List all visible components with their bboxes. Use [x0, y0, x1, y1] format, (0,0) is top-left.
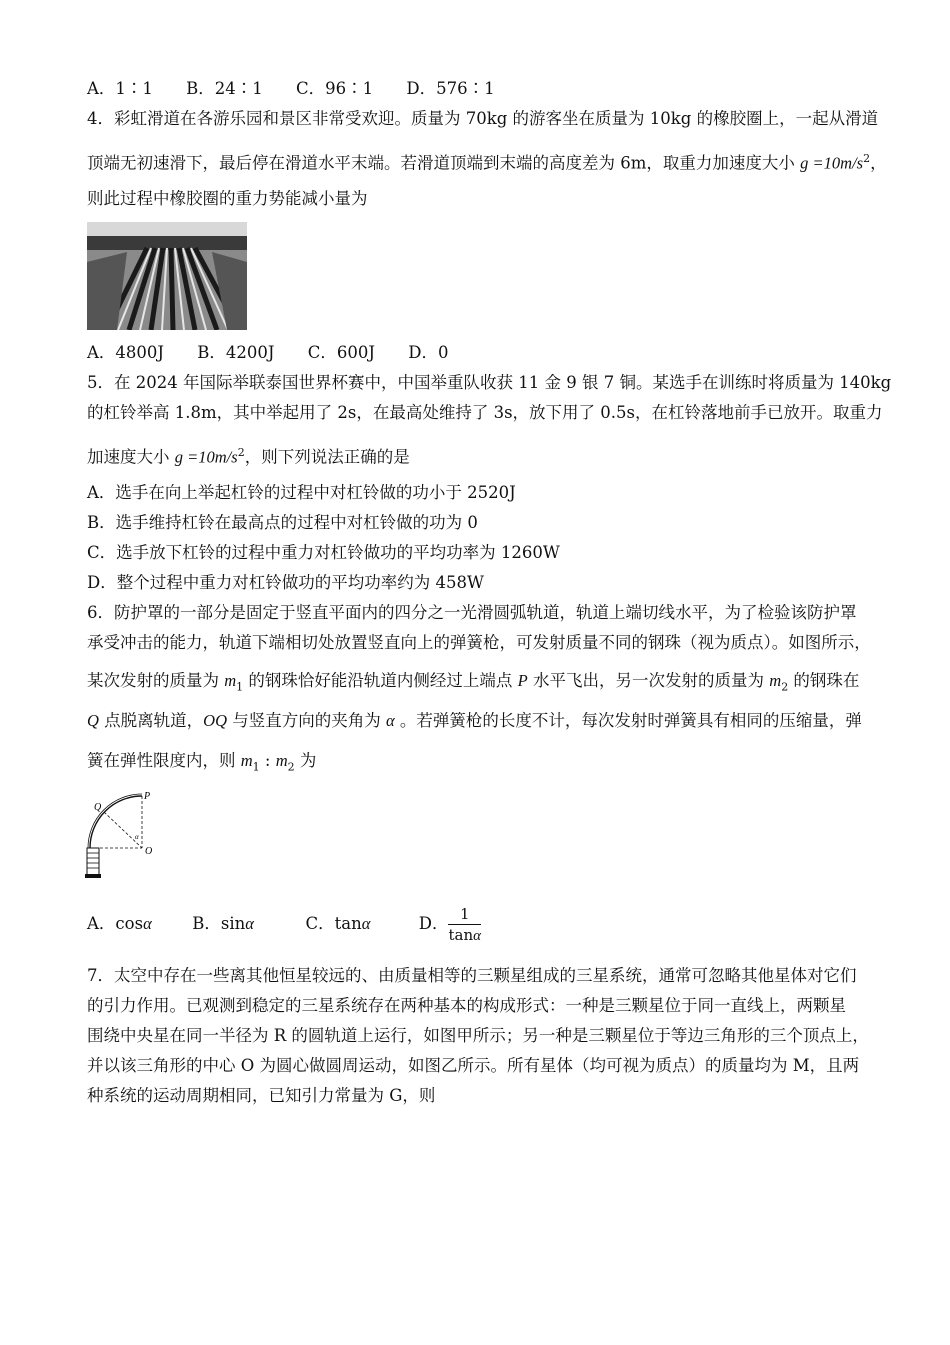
- fraction-denominator: [448, 925, 481, 946]
- q6-option-c: [306, 902, 414, 946]
- q6-line-4c: 。若弹簧枪的长度不计，每次发射时弹簧具有相同的压缩量，弹: [394, 711, 862, 730]
- q6-line-4b: 与竖直方向的夹角为: [227, 711, 387, 730]
- q3-option-c: C．96∶1: [296, 79, 374, 98]
- q3-options: [87, 78, 523, 100]
- q6-option-b: [192, 902, 300, 946]
- q6-m1: m: [224, 671, 237, 690]
- q5-line-3b: ，则下列说法正确的是: [244, 447, 410, 467]
- waterslide-photo: [87, 222, 247, 330]
- q6-line-3d: 的钢珠在: [788, 671, 860, 690]
- q5-g-expr: g =10m/s: [174, 447, 238, 467]
- q6-point-p: P: [517, 671, 528, 690]
- fraction-den-alpha: α: [473, 927, 481, 944]
- q4-line-2b: ，: [870, 153, 887, 173]
- q6-option-b-alpha: α: [245, 914, 254, 933]
- q4-option-b: B．4200J: [197, 343, 275, 362]
- q5-g-exp: 2: [237, 446, 245, 459]
- q5-line-3: [87, 442, 410, 469]
- fig-label-o: O: [145, 846, 153, 857]
- q6-line-3b: 的钢珠恰好能沿轨道内侧经过上端点: [243, 671, 518, 690]
- q6-line-4: [87, 710, 862, 732]
- q6-line-5a: 簧在弹性限度内，则: [87, 751, 241, 770]
- q6-option-d: [419, 902, 481, 946]
- q6-line-3a: 某次发射的质量为: [87, 671, 225, 690]
- q6-m2: m: [769, 671, 782, 690]
- q5-option-a: A．选手在向上举起杠铃的过程中对杠铃做的功小于 2520J: [87, 483, 516, 502]
- q6-oq: OQ: [203, 711, 228, 730]
- q6-line-5: [87, 750, 316, 778]
- q7-line-1: 7．太空中存在一些离其他恒星较远的、由质量相等的三颗星组成的三星系统，通常可忽略其他星体对它们: [87, 966, 857, 985]
- q4-line-2: [87, 148, 887, 175]
- q5-option-d: D．整个过程中重力对杠铃做功的平均功率约为 458W: [87, 573, 484, 592]
- fraction-numerator: 1: [448, 904, 481, 925]
- q6-line-2: 承受冲击的能力，轨道下端相切处放置竖直向上的弹簧枪，可发射质量不同的钢珠（视为质点）。如图所示，: [87, 633, 871, 652]
- q6-line-4a: 点脱离轨道，: [98, 711, 204, 730]
- q6-ratio-sub1: 1: [252, 760, 260, 774]
- q5-line-1: 5．在 2024 年国际举联泰国世界杯赛中，中国举重队收获 11 金 9 银 7 铜。某选手在训练时将质量为 140kg: [87, 373, 892, 392]
- q3-option-d: D．576∶1: [406, 79, 495, 98]
- q6-alpha: α: [386, 711, 395, 730]
- fig-label-p: P: [144, 791, 151, 802]
- q7-line-2: 的引力作用。已观测到稳定的三星系统存在两种基本的构成形式：一种是三颗星位于同一直线上，两颗星: [87, 996, 846, 1015]
- q6-option-a: [87, 902, 187, 946]
- q6-option-d-fraction: [448, 904, 481, 946]
- q7-line-3: 围绕中央星在同一半径为 R 的圆轨道上运行，如图甲所示；另一种是三颗星位于等边三角形的三个顶点上，: [87, 1026, 869, 1045]
- q6-ratio-sep: :: [259, 751, 276, 770]
- fig-label-alpha: α: [135, 833, 139, 841]
- q6-point-q: Q: [87, 711, 99, 730]
- q6-line-5b: 为: [294, 751, 317, 770]
- q6-option-a-alpha: α: [143, 914, 152, 933]
- q6-options: [87, 902, 481, 946]
- q4-option-d: D．0: [408, 343, 449, 362]
- q4-line-3: 则此过程中橡胶圈的重力势能减小量为: [87, 189, 368, 208]
- q6-option-c-alpha: α: [361, 914, 371, 933]
- fig-label-q: Q: [94, 802, 102, 813]
- q6-ratio-m1: m: [240, 751, 253, 770]
- q6-ratio-m2: m: [275, 751, 288, 770]
- q4-line-1: 4．彩虹滑道在各游乐园和景区非常受欢迎。质量为 70kg 的游客坐在质量为 10kg 的橡胶圈上，一起从滑道: [87, 109, 879, 128]
- q7-line-4: 并以该三角形的中心 O 为圆心做圆周运动，如图乙所示。所有星体（均可视为质点）的质量均为 M，且两: [87, 1056, 860, 1075]
- q6-m1-sub: 1: [236, 680, 244, 694]
- q6-ratio-sub2: 2: [287, 760, 295, 774]
- q4-line-2a: 顶端无初速滑下，最后停在滑道水平末端。若滑道顶端到末端的高度差为 6m，取重力加速度大小: [87, 153, 801, 173]
- q5-line-2: 的杠铃举高 1.8m，其中举起用了 2s，在最高处维持了 3s，放下用了 0.5s，在杠铃落地前手已放开。取重力: [87, 403, 883, 422]
- q4-g-expr: g =10m/s: [800, 153, 864, 173]
- q6-m2-sub: 2: [781, 680, 789, 694]
- q4-options: [87, 342, 476, 364]
- q5-option-b: B．选手维持杠铃在最高点的过程中对杠铃做的功为 0: [87, 513, 478, 532]
- fraction-den-text: tan: [448, 925, 474, 944]
- q6-line-3: [87, 670, 859, 698]
- q6-option-b-text: B．sin: [192, 914, 246, 933]
- q5-option-c: C．选手放下杠铃的过程中重力对杠铃做功的平均功率为 1260W: [87, 543, 560, 562]
- q6-option-d-text: D．: [418, 914, 449, 933]
- q4-option-c: C．600J: [307, 343, 375, 362]
- q5-line-3a: 加速度大小: [87, 447, 175, 467]
- q4-option-a: A．4800J: [87, 343, 165, 362]
- q6-track-diagram: [84, 790, 164, 882]
- q6-option-c-text: C．tan: [305, 914, 362, 933]
- q6-line-1: 6．防护罩的一部分是固定于竖直平面内的四分之一光滑圆弧轨道，轨道上端切线水平，为了检验该防护罩: [87, 603, 857, 622]
- q6-line-3c: 水平飞出，另一次发射的质量为: [527, 671, 770, 690]
- q6-option-a-text: A．cos: [87, 914, 144, 933]
- q3-option-b: B．24∶1: [186, 79, 263, 98]
- q3-option-a: A．1∶1: [87, 79, 153, 98]
- q7-line-5: 种系统的运动周期相同，已知引力常量为 G，则: [87, 1086, 436, 1105]
- q4-g-exp: 2: [863, 152, 871, 165]
